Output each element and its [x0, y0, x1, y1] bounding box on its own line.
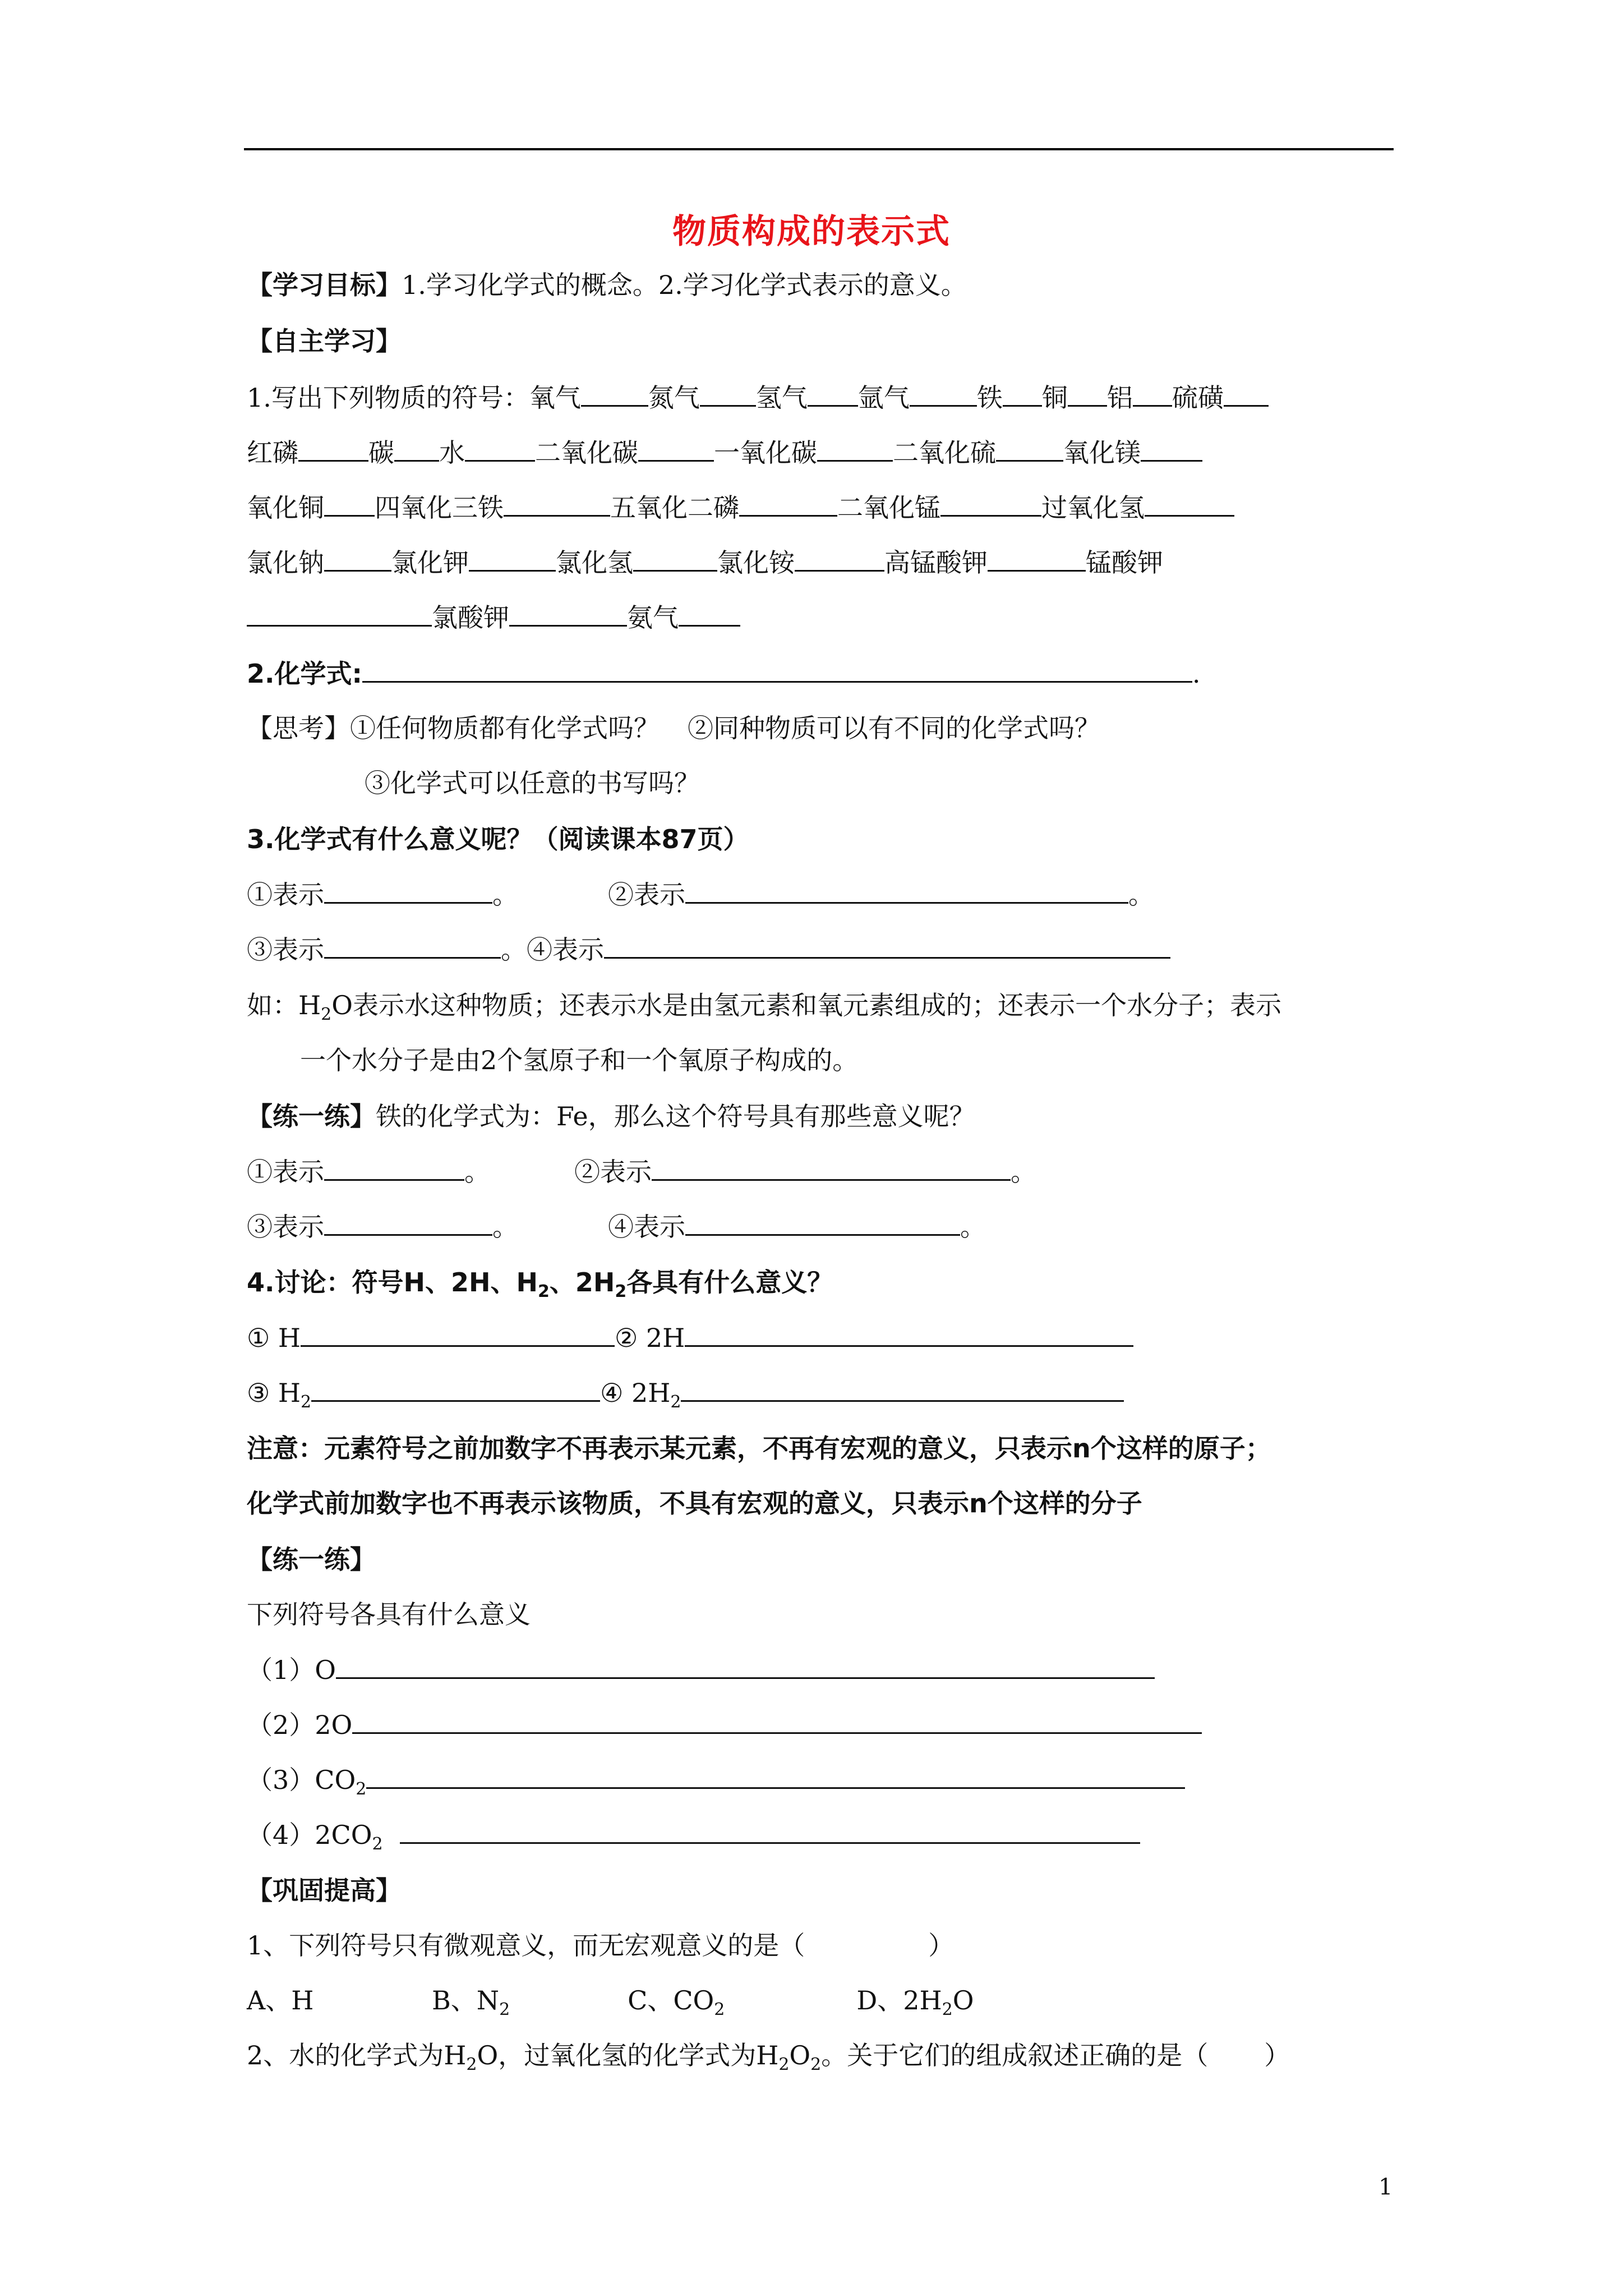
blank-line: [324, 1209, 492, 1236]
q1-item: 二氧化锰: [837, 493, 940, 523]
q4-text: 各具有什么意义？: [626, 1267, 833, 1297]
meaning-label: ①表示: [247, 1157, 324, 1187]
objectives-text: 1.学习化学式的概念。2.学习化学式表示的意义。: [402, 270, 967, 300]
period: 。: [1128, 880, 1154, 910]
example-text: 表示水这种物质；还表示水是由氢元素和氧元素组成的；还表示一个水分子；表示: [352, 990, 1281, 1020]
blank-line: [739, 490, 837, 517]
meaning-label: ①表示: [247, 880, 324, 910]
option-d: D、2H: [856, 1985, 942, 2016]
option-d: O: [952, 1985, 974, 2016]
q1-item: 碳: [368, 438, 394, 468]
mc1-stem: [247, 1929, 954, 1962]
blank-line: [685, 1320, 1133, 1347]
period: 。: [492, 880, 518, 910]
q4-line-2: [247, 1375, 1124, 1410]
q3-line-2: [247, 932, 1170, 967]
q1-item: 硫磺: [1172, 383, 1224, 413]
symbol-item: ② 2H: [614, 1323, 685, 1353]
meaning-label: ④表示: [608, 1212, 685, 1242]
q1-item: 铁: [976, 383, 1003, 413]
blank-line: [1003, 380, 1042, 407]
paren: ）: [1264, 2040, 1290, 2070]
practice2-item-1: [247, 1653, 1155, 1687]
header-rule: [244, 148, 1394, 150]
blank-line: [469, 545, 556, 572]
q3-line-1: [247, 877, 1154, 912]
symbol-item: （3）CO: [247, 1765, 356, 1795]
blank-line: [362, 656, 1192, 683]
q1-item: 锰酸钾: [1086, 547, 1163, 578]
period: 。: [464, 1157, 490, 1187]
blank-line: [324, 932, 501, 959]
blank-line: [1068, 380, 1107, 407]
example-line-2: 一个水分子是由2个氢原子和一个氧原子构成的。: [300, 1045, 859, 1075]
q1-item: 四氧化三铁: [375, 493, 504, 523]
q1-item: 氩气: [857, 383, 910, 413]
blank-line: [604, 932, 1170, 959]
q4-heading: [247, 1266, 833, 1299]
blank-line: [324, 1154, 464, 1181]
q1-item: 五氧化二磷: [610, 493, 739, 523]
period: 。: [501, 935, 527, 965]
meaning-label: ②表示: [608, 880, 685, 910]
question-stem: O，过氧化氢的化学式为H: [477, 2040, 779, 2070]
blank-line: [1224, 380, 1269, 407]
q4-text: 4.讨论：符号H、2H、H: [247, 1267, 538, 1297]
practice2-heading: 【练一练】: [247, 1544, 376, 1575]
q1-item: 氧化镁: [1063, 438, 1141, 468]
blank-line: [311, 1375, 600, 1402]
blank-line: [247, 600, 432, 627]
blank-line: [685, 1209, 960, 1236]
q1-line-3: [247, 490, 1234, 524]
q3-heading: 3.化学式有什么意义呢？（阅读课本87页）: [247, 824, 749, 854]
blank-line: [465, 435, 535, 462]
blank-line: [679, 600, 740, 627]
blank-line: [504, 490, 610, 517]
blank-line: [581, 380, 648, 407]
symbol-item: ① H: [247, 1323, 301, 1353]
think-line-1: [247, 711, 1100, 745]
symbol-item: （1）O: [247, 1655, 336, 1685]
q1-line-2: [247, 435, 1202, 470]
practice-text: 铁的化学式为：Fe，那么这个符号具有那些意义呢？: [376, 1101, 975, 1131]
symbol-item: ③ H: [247, 1378, 301, 1408]
meaning-label: ②表示: [574, 1157, 652, 1187]
q2-end: .: [1192, 659, 1201, 689]
practice-label: 【练一练】: [247, 1101, 376, 1131]
formula-text: O: [331, 990, 353, 1020]
think-b: ②同种物质可以有不同的化学式吗？: [688, 713, 1100, 743]
note-line-1: 注意：元素符号之前加数字不再表示某元素，不再有宏观的意义，只表示n个这样的原子；: [247, 1433, 1271, 1464]
q1-item: 红磷: [247, 438, 298, 468]
paren: ）: [928, 1930, 955, 1961]
period: 。: [1011, 1157, 1036, 1187]
think-label: 【思考】: [247, 713, 350, 743]
blank-line: [681, 1375, 1124, 1402]
mc1-options: A、H B、$N_2$ C、$CO_2$ D、$2H_2O$: [247, 1984, 974, 2017]
question-stem: O: [789, 2040, 811, 2070]
option-a: A、H: [247, 1985, 314, 2016]
blank-line: [1133, 380, 1172, 407]
practice2-item-2: [247, 1708, 1202, 1742]
meaning-label: ④表示: [527, 935, 604, 965]
practice1-line: [247, 1099, 975, 1133]
practice2-item-4: $(4)2CO_2$: [247, 1818, 1140, 1852]
think-a: ①任何物质都有化学式吗？: [350, 713, 660, 743]
q1-item: 氯化钾: [391, 547, 469, 578]
symbol-item: ④ 2H: [600, 1378, 671, 1408]
option-c: C、CO: [628, 1985, 714, 2016]
q1-item: 氢气: [755, 383, 808, 413]
q1-item: 铝: [1106, 383, 1133, 413]
blank-line: [910, 380, 977, 407]
subscript: 2: [300, 1392, 312, 1412]
q1-line-1: [247, 380, 1269, 415]
q1-item: 氯酸钾: [432, 602, 509, 633]
q1-line-5: [247, 600, 740, 634]
blank-line: [366, 1763, 1185, 1789]
symbol-item: （2）2O: [247, 1710, 353, 1740]
blank-line: [394, 435, 439, 462]
think-line-2: ③化学式可以任意的书写吗？: [365, 768, 700, 798]
blank-line: [633, 545, 717, 572]
blank-line: [324, 877, 492, 904]
self-study-heading: 【自主学习】: [247, 326, 402, 356]
symbol-item: （4）2CO: [247, 1820, 372, 1850]
meaning-label: ③表示: [247, 1212, 324, 1242]
meaning-label: ③表示: [247, 935, 324, 965]
blank-line: [324, 545, 391, 572]
q1-item: 二氧化碳: [535, 438, 638, 468]
q1-item: 氯化铵: [717, 547, 795, 578]
blank-line: [324, 490, 375, 517]
q1-item: 氮气: [648, 383, 700, 413]
blank-line: [1145, 490, 1234, 517]
question-stem: 1、下列符号只有微观意义，而无宏观意义的是（: [247, 1930, 805, 1961]
example-line-1: 如：$H_2O$表示水这种物质；还表示水是由氢元素和氧元素组成的；还表示一个水分子；表示: [247, 990, 1281, 1024]
consolidate-heading: 【巩固提高】: [247, 1875, 402, 1906]
blank-line: [336, 1653, 1155, 1679]
blank-line: [638, 435, 714, 462]
blank-line: [817, 435, 893, 462]
option-b: B、N: [432, 1985, 500, 2016]
q4-line-1: [247, 1320, 1133, 1355]
blank-line: [352, 1708, 1202, 1734]
example-lead: 如：: [247, 990, 298, 1020]
blank-line: [940, 490, 1041, 517]
practice2-item-3: $(3)CO_2$: [247, 1763, 1185, 1797]
q1-item: 铜: [1041, 383, 1068, 413]
q1-item: 氧化铜: [247, 493, 324, 523]
q1-item: 高锰酸钾: [884, 547, 988, 578]
q1-intro: 1.写出下列物质的符号：: [247, 383, 529, 413]
q1-item: 氧气: [529, 383, 581, 413]
q1-item: 一氧化碳: [714, 438, 817, 468]
blank-line: [1141, 435, 1202, 462]
formula-text: H: [298, 990, 321, 1020]
blank-line: [301, 1320, 615, 1347]
blank-line: [652, 1154, 1011, 1181]
blank-line: [509, 600, 627, 627]
page-number: 1: [1378, 2174, 1393, 2200]
practice2-intro: 下列符号各具有什么意义: [247, 1599, 531, 1630]
practice1-line-2: [247, 1209, 986, 1244]
question-stem: 2、水的化学式为H: [247, 2040, 467, 2070]
blank-line: [400, 1818, 1140, 1844]
blank-line: [685, 877, 1128, 904]
period: 。: [492, 1212, 518, 1242]
question-stem: 。关于它们的组成叙述正确的是（: [821, 2040, 1209, 2070]
period: 。: [960, 1212, 986, 1242]
blank-line: [808, 380, 858, 407]
q2-line: [247, 656, 1201, 691]
blank-line: [996, 435, 1063, 462]
mc2-stem: 2、水的化学式为$H_2O$，过氧化氢的化学式为$H_2O_2$。关于它们的组成叙述正确的是（ ）: [247, 2040, 1290, 2074]
q1-item: 水: [439, 438, 465, 468]
q1-item: 氨气: [627, 602, 679, 633]
subscript: 2: [670, 1392, 681, 1412]
blank-line: [700, 380, 756, 407]
objectives-label: 【学习目标】: [247, 270, 402, 300]
page-title: 物质构成的表示式: [672, 212, 951, 251]
blank-line: [988, 545, 1086, 572]
q1-item: 过氧化氢: [1041, 493, 1145, 523]
q1-item: 氯化氢: [556, 547, 633, 578]
q2-label: 2.化学式:: [247, 659, 362, 689]
blank-line: [795, 545, 884, 572]
note-line-2: 化学式前加数字也不再表示该物质，不具有宏观的意义，只表示n个这样的分子: [247, 1488, 1142, 1519]
practice1-line-1: [247, 1154, 1036, 1189]
q4-text: 、2H: [549, 1267, 615, 1297]
subscript: 2: [537, 1282, 550, 1301]
q1-item: 氯化钠: [247, 547, 324, 578]
objectives-line: [247, 268, 967, 302]
subscript: 2: [615, 1282, 627, 1301]
q1-item: 二氧化硫: [893, 438, 996, 468]
q1-line-4: [247, 545, 1163, 579]
blank-line: [298, 435, 368, 462]
